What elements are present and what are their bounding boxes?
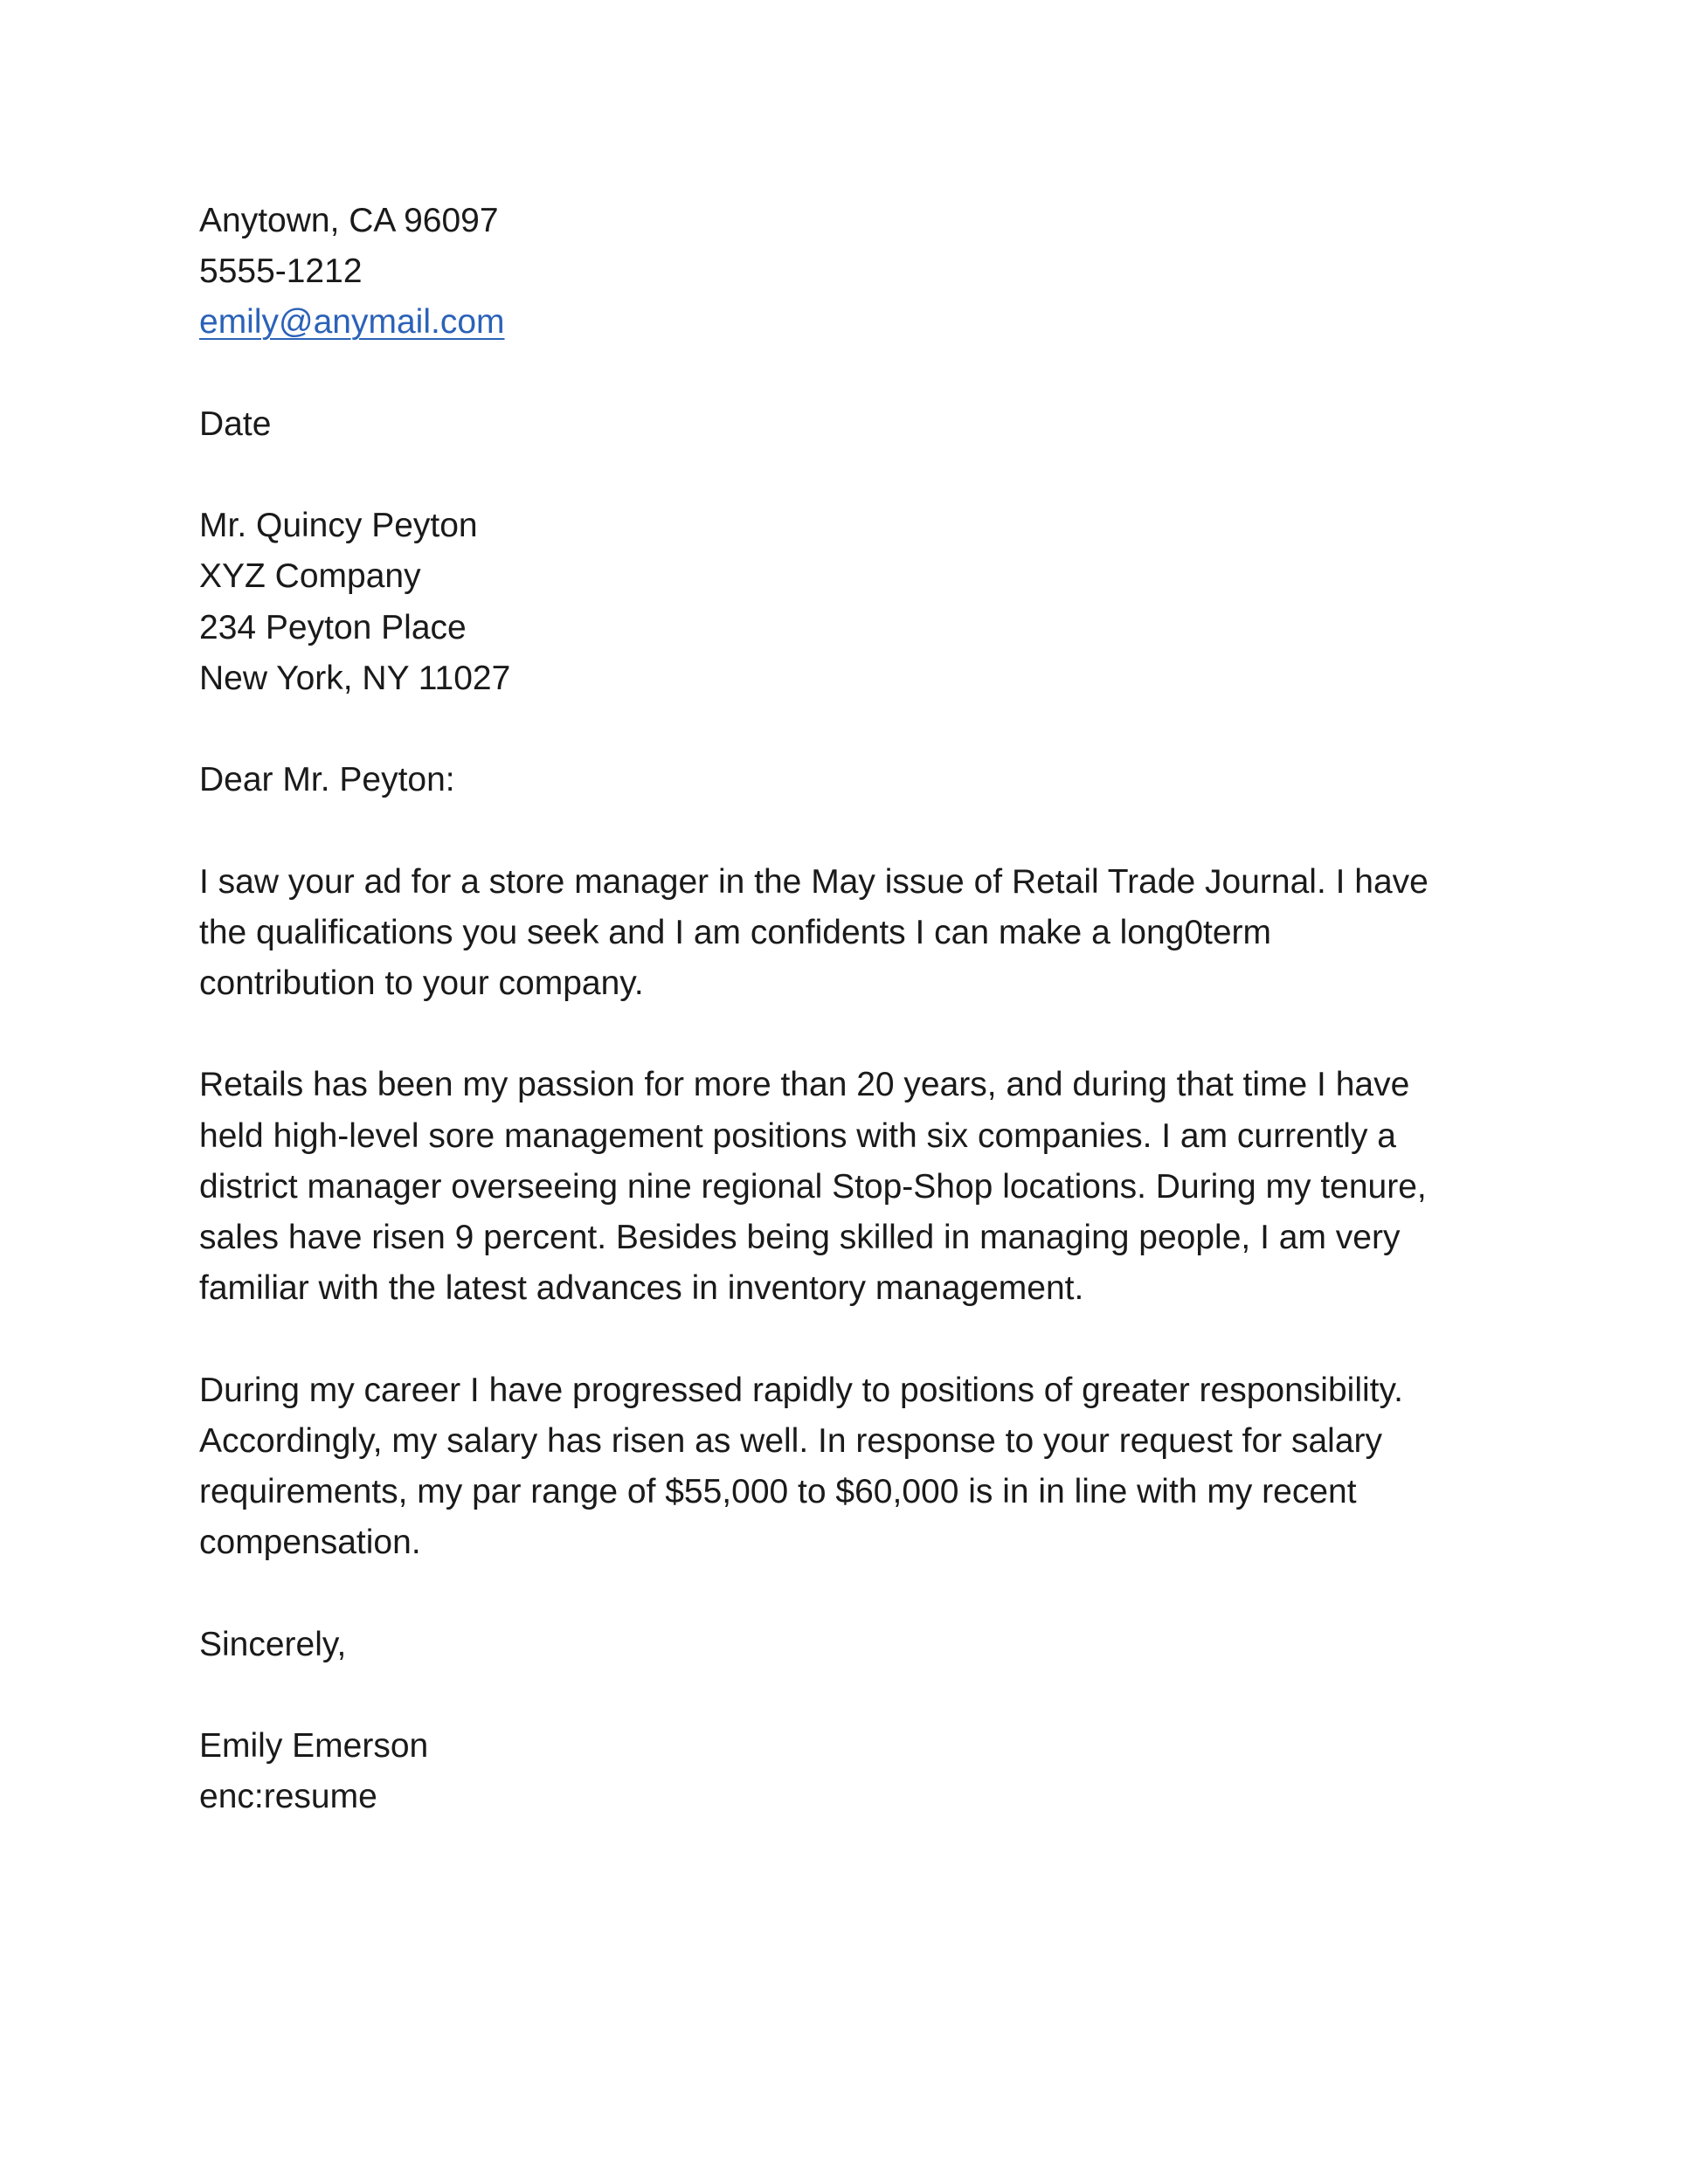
body-paragraph-3	[199, 1365, 1510, 1569]
paragraph-line: sales have risen 9 percent. Besides being skilled in managing people, I am very	[199, 1218, 1401, 1256]
paragraph-line: held high-level sore management positions with six companies. I am currently a	[199, 1116, 1396, 1155]
closing: Sincerely,	[199, 1625, 347, 1663]
sender-block	[199, 196, 1510, 349]
body-paragraph-1	[199, 857, 1510, 1010]
salutation: Dear Mr. Peyton:	[199, 761, 455, 799]
enclosure-note: enc:resume	[199, 1778, 377, 1816]
sender-phone: 5555-1212	[199, 252, 363, 291]
cover-letter	[199, 196, 1510, 1822]
paragraph-line: familiar with the latest advances in inventory management.	[199, 1269, 1084, 1308]
paragraph-line: Accordingly, my salary has risen as well. In response to your request for salary	[199, 1421, 1383, 1460]
paragraph-line: district manager overseeing nine regional Stop-Shop locations. During my tenure,	[199, 1167, 1427, 1206]
letter-date: Date	[199, 404, 272, 443]
closing-block	[199, 1620, 1510, 1670]
paragraph-line: the qualifications you seek and I am confidents I can make a long0term	[199, 913, 1272, 951]
recipient-name: Mr. Quincy Peyton	[199, 507, 478, 545]
date-block	[199, 399, 1510, 450]
paragraph-line: requirements, my par range of $55,000 to $60,000 is in in line with my recent	[199, 1472, 1357, 1510]
recipient-company: XYZ Company	[199, 557, 421, 596]
salutation-block	[199, 755, 1510, 805]
recipient-city: New York, NY 11027	[199, 659, 511, 697]
paragraph-line: Retails has been my passion for more than 20 years, and during that time I have	[199, 1066, 1410, 1104]
body-paragraph-2	[199, 1060, 1510, 1314]
signature-block	[199, 1721, 1510, 1822]
paragraph-line: I saw your ad for a store manager in the May issue of Retail Trade Journal. I have	[199, 862, 1429, 901]
paragraph-line: During my career I have progressed rapidly to positions of greater responsibility.	[199, 1371, 1403, 1409]
signature-name: Emily Emerson	[199, 1726, 429, 1765]
recipient-block	[199, 501, 1510, 704]
sender-email-link[interactable]: emily@anymail.com	[199, 303, 505, 342]
recipient-street: 234 Peyton Place	[199, 608, 467, 646]
paragraph-line: contribution to your company.	[199, 964, 644, 1002]
paragraph-line: compensation.	[199, 1524, 421, 1562]
sender-address: Anytown, CA 96097	[199, 202, 499, 239]
